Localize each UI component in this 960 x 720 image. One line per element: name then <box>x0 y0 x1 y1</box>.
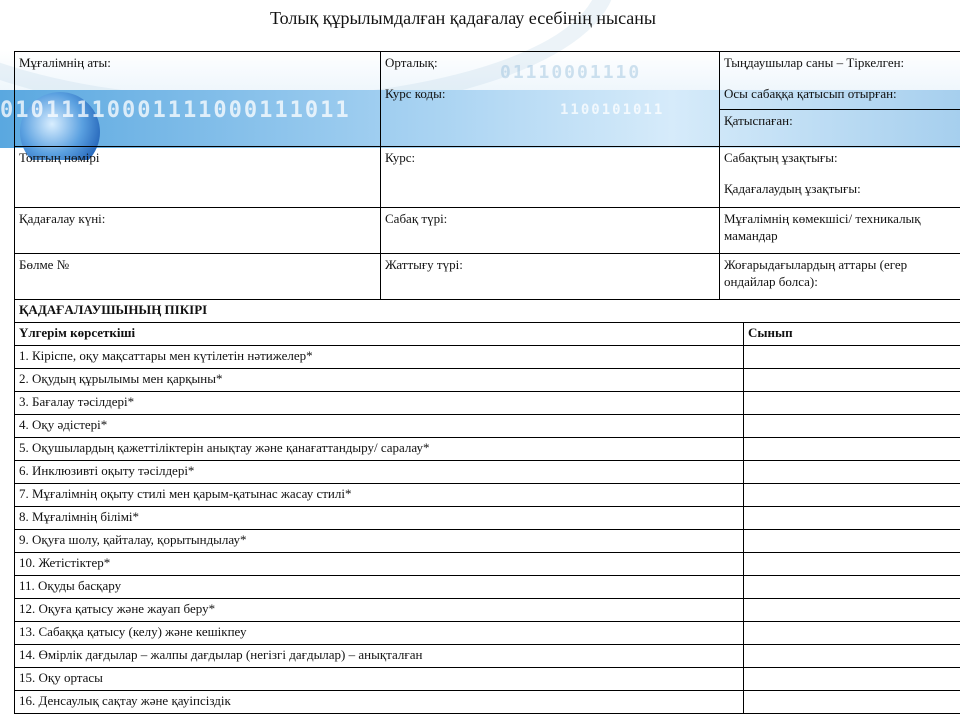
table-row <box>15 461 960 484</box>
lesson-info-table <box>14 51 960 300</box>
exercise-type-label: Жаттығу түрі: <box>385 257 463 272</box>
table-row <box>15 484 960 507</box>
criterion-label: 16. Денсаулық сақтау және қауіпсіздік <box>15 691 744 714</box>
criterion-score-cell[interactable] <box>744 369 960 392</box>
criterion-score-cell[interactable] <box>744 530 960 553</box>
criterion-score-cell[interactable] <box>744 668 960 691</box>
table-row <box>15 622 960 645</box>
criteria-header: Үлгерім көрсеткіші <box>15 323 744 346</box>
room-cell[interactable] <box>15 254 381 300</box>
observer-heading: ҚАДАҒАЛАУШЫНЫҢ ПІКІРІ <box>15 300 960 323</box>
criterion-score-cell[interactable] <box>744 507 960 530</box>
course-label: Курс: <box>385 150 416 165</box>
lesson-type-cell[interactable] <box>381 208 720 254</box>
center-label: Орталық: <box>385 55 438 70</box>
teacher-name-cell[interactable] <box>15 52 381 147</box>
observation-date-cell[interactable] <box>15 208 381 254</box>
exercise-type-cell[interactable] <box>381 254 720 300</box>
criterion-score-cell[interactable] <box>744 438 960 461</box>
criterion-label: 10. Жетістіктер* <box>15 553 744 576</box>
binary-digits-top: 01110001110 <box>500 62 642 83</box>
assistant-label: Мұғалімнің көмекшісі/ техникалық мамандар <box>724 211 921 243</box>
criterion-score-cell[interactable] <box>744 645 960 668</box>
group-number-cell[interactable] <box>15 147 381 208</box>
table-row <box>15 415 960 438</box>
criterion-score-cell[interactable] <box>744 346 960 369</box>
criterion-score-cell[interactable] <box>744 599 960 622</box>
criterion-label: 4. Оқу әдістері* <box>15 415 744 438</box>
binary-digits-right: 1100101011 <box>560 102 665 118</box>
criterion-label: 13. Сабаққа қатысу (келу) және кешікпеу <box>15 622 744 645</box>
criterion-label: 11. Оқуды басқару <box>15 576 744 599</box>
criterion-label: 15. Оқу ортасы <box>15 668 744 691</box>
observation-duration-label: Қадағалаудың ұзақтығы: <box>724 180 861 196</box>
table-row <box>15 392 960 415</box>
attending-label: Осы сабаққа қатысып отырған: <box>724 85 897 101</box>
criterion-score-cell[interactable] <box>744 484 960 507</box>
test-header: Сынып <box>744 323 960 346</box>
teacher-name-label: Мұғалімнің аты: <box>19 55 111 70</box>
senior-names-label: Жоғарыдағылардың аттары (егер ондайлар болса): <box>724 257 908 289</box>
observation-date-label: Қадағалау күні: <box>19 211 106 226</box>
table-row <box>15 599 960 622</box>
room-label: Бөлме № <box>19 257 70 272</box>
criterion-score-cell[interactable] <box>744 392 960 415</box>
criterion-label: 6. Инклюзивті оқыту тәсілдері* <box>15 461 744 484</box>
table-row <box>15 507 960 530</box>
center-cell[interactable] <box>381 52 720 147</box>
duration-cell[interactable] <box>720 147 960 208</box>
criterion-label: 3. Бағалау тәсілдері* <box>15 392 744 415</box>
course-cell[interactable] <box>381 147 720 208</box>
senior-names-cell[interactable] <box>720 254 960 300</box>
listeners-cell[interactable] <box>720 52 960 147</box>
criterion-label: 8. Мұғалімнің білімі* <box>15 507 744 530</box>
criterion-label: 5. Оқушылардың қажеттіліктерін анықтау және қанағаттандыру/ саралау* <box>15 438 744 461</box>
criterion-label: 7. Мұғалімнің оқыту стилі мен қарым-қатынас жасау стилі* <box>15 484 744 507</box>
table-row <box>15 576 960 599</box>
table-row <box>15 369 960 392</box>
criterion-score-cell[interactable] <box>744 415 960 438</box>
lesson-type-label: Сабақ түрі: <box>385 211 448 226</box>
table-row <box>15 553 960 576</box>
table-row <box>15 668 960 691</box>
observer-feedback-table <box>14 299 960 714</box>
criterion-score-cell[interactable] <box>744 576 960 599</box>
table-row <box>15 645 960 668</box>
criterion-label: 9. Оқуға шолу, қайталау, қорытындылау* <box>15 530 744 553</box>
criterion-score-cell[interactable] <box>744 622 960 645</box>
group-number-label: Топтың нөмірі <box>19 150 100 165</box>
lesson-duration-label: Сабақтың ұзақтығы: <box>724 150 838 165</box>
criterion-score-cell[interactable] <box>744 553 960 576</box>
table-row <box>15 346 960 369</box>
table-row <box>15 530 960 553</box>
course-code-label: Курс коды: <box>385 85 446 101</box>
assistant-cell[interactable] <box>720 208 960 254</box>
listeners-count-label: Тыңдаушылар саны – Тіркелген: <box>724 55 905 70</box>
criterion-label: 12. Оқуға қатысу және жауап беру* <box>15 599 744 622</box>
criterion-score-cell[interactable] <box>744 691 960 714</box>
binary-digits-left: 01011110001111000111011 <box>0 98 351 123</box>
criterion-label: 2. Оқудың құрылымы мен қарқыны* <box>15 369 744 392</box>
criterion-label: 1. Кіріспе, оқу мақсаттары мен күтілетін нәтижелер* <box>15 346 744 369</box>
absent-label: Қатыспаған: <box>720 109 960 130</box>
table-row <box>15 691 960 714</box>
criterion-score-cell[interactable] <box>744 461 960 484</box>
criterion-label: 14. Өмірлік дағдылар – жалпы дағдылар (негізгі дағдылар) – анықталған <box>15 645 744 668</box>
page-title: Толық құрылымдалған қадағалау есебінің нысаны <box>269 8 656 28</box>
table-row <box>15 438 960 461</box>
